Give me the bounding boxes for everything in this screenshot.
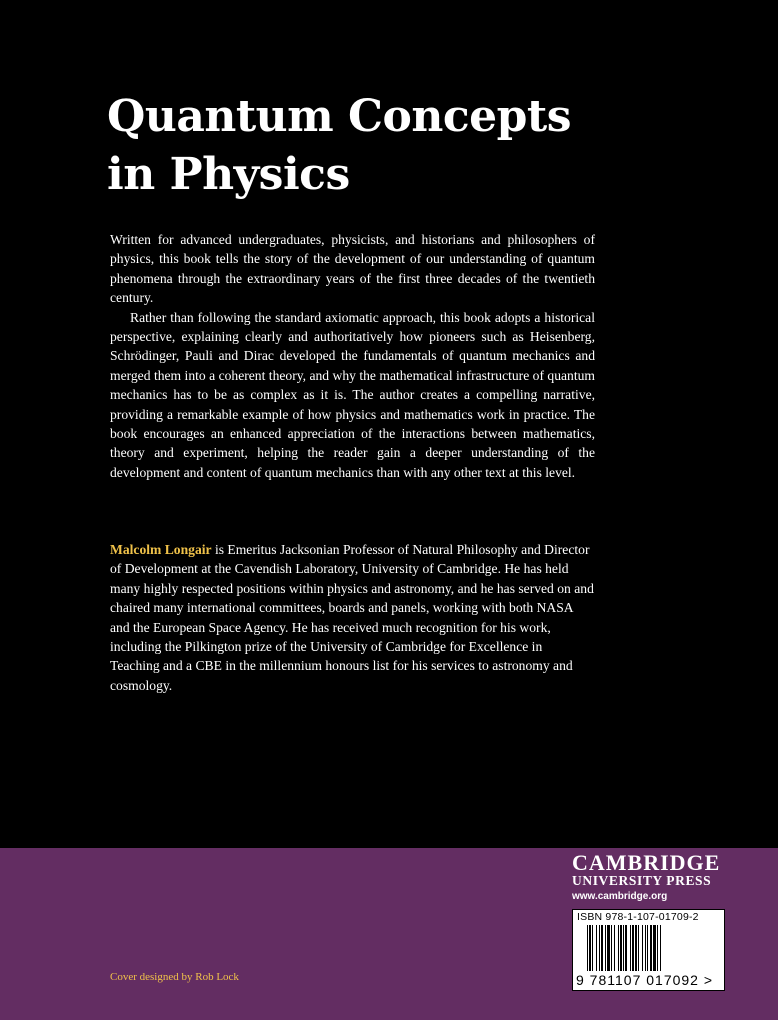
cover-credit: Cover designed by Rob Lock — [110, 971, 239, 983]
barcode-bar — [599, 925, 600, 971]
description-paragraph-1: Written for advanced undergraduates, physicists, and historians and philosophers of physics, this book tells the story of the development of our understanding of quantum phenomena through the extraordinary years of the first three decades of the twentieth century. — [110, 232, 595, 306]
barcode-bar — [660, 925, 661, 971]
barcode-bar — [647, 925, 648, 971]
barcode-bar — [623, 925, 624, 971]
barcode-bar — [635, 925, 637, 971]
publisher-url: www.cambridge.org — [572, 891, 668, 902]
barcode-bar — [638, 925, 639, 971]
title-line-2: in Physics — [107, 149, 350, 200]
barcode-bar — [605, 925, 606, 971]
author-name: Malcolm Longair — [110, 542, 212, 557]
book-description — [110, 230, 595, 482]
barcode-bar — [630, 925, 631, 971]
barcode-bar — [645, 925, 646, 971]
barcode-bar — [589, 925, 591, 971]
barcode-bar — [625, 925, 627, 971]
barcode-bar — [657, 925, 658, 971]
barcode-bars-graphic — [587, 925, 715, 971]
publisher-subtitle: UNIVERSITY PRESS — [572, 873, 712, 888]
title-line-1: Quantum Concepts — [107, 91, 572, 142]
barcode-bar — [642, 925, 643, 971]
barcode-bar — [587, 925, 588, 971]
author-bio — [110, 540, 595, 695]
book-title — [107, 88, 667, 204]
description-paragraph-2: Rather than following the standard axiomatic approach, this book adopts a historical perspective, explaining clearly and authoritatively how pioneers such as Heisenberg, Schrödinger, Pauli and Dirac developed the fundamentals of quantum mechanics and merged them into a coherent theory, and why the mathematical infrastructure of quantum mechanics has to be as complex as it is. The author creates a compelling narrative, providing a remarkable example of how physics and mathematics work in practice. The book encourages an enhanced appreciation of the interactions between mathematics, theory and experiment, helping the reader gain a deeper understanding of the development and content of quantum mechanics than with any other text at this level. — [110, 309, 595, 480]
barcode-bar — [650, 925, 652, 971]
publisher-logo — [572, 852, 724, 902]
barcode-bar — [592, 925, 593, 971]
author-bio-text: is Emeritus Jacksonian Professor of Natural Philosophy and Director of Development at the Cavendish Laboratory, University of Cambridge. He has held many highly respected positions within physics and astronomy, and he has served on and chaired many international committees, boards and panels, working with both NASA and the European Space Agency. He has received much recognition for his work, including the Pilkington prize of the University of Cambridge for Excellence in Teaching and a CBE in the millennium honours list for his services to astronomy and cosmology. — [110, 542, 594, 693]
barcode-bar — [653, 925, 656, 971]
barcode-bar — [611, 925, 612, 971]
barcode-bar — [601, 925, 603, 971]
barcode-bar — [607, 925, 610, 971]
barcode-bar — [618, 925, 619, 971]
barcode-bar — [614, 925, 615, 971]
barcode — [572, 909, 725, 991]
barcode-bar — [596, 925, 597, 971]
barcode-digits: 9 781107 017092 > — [576, 972, 714, 988]
publisher-name: CAMBRIDGE — [572, 850, 721, 875]
isbn-label: ISBN 978-1-107-01709-2 — [577, 911, 699, 923]
barcode-bar — [632, 925, 634, 971]
barcode-bar — [620, 925, 622, 971]
